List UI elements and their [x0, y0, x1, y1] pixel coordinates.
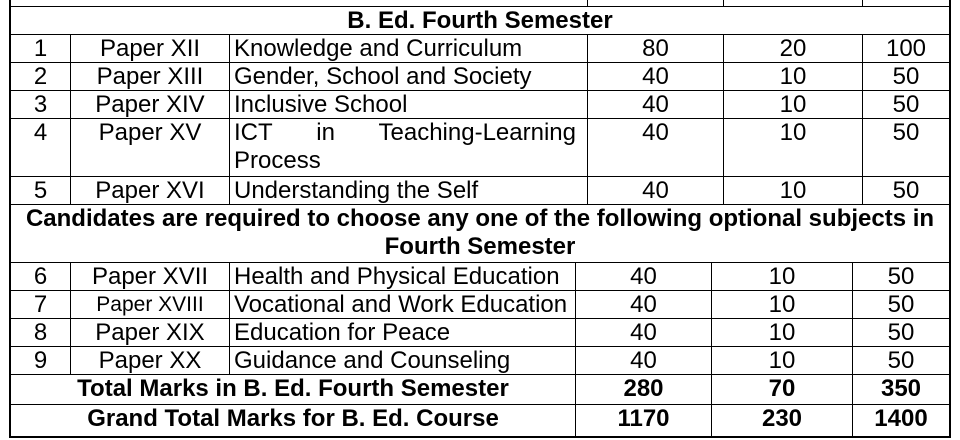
- subject-name: Education for Peace: [234, 319, 451, 346]
- subject-name: Guidance and Counseling: [234, 347, 511, 374]
- col-divider: [862, 0, 863, 6]
- external-marks: 40: [642, 91, 669, 118]
- subject-name: Gender, School and Society: [234, 63, 532, 90]
- serial-number: 5: [33, 177, 48, 204]
- table-title: B. Ed. Fourth Semester: [347, 7, 613, 34]
- col-divider: [229, 262, 230, 374]
- external-marks: 40: [642, 177, 669, 204]
- col-divider: [229, 34, 230, 204]
- subject-name: Knowledge and Curriculum: [234, 35, 523, 62]
- paper-code: Paper XVII: [91, 263, 209, 290]
- serial-number: 1: [33, 35, 48, 62]
- serial-number: 8: [33, 319, 48, 346]
- subject-name: Vocational and Work Education: [234, 291, 568, 318]
- total-marks: 50: [887, 319, 915, 346]
- subject-name: Health and Physical Education: [234, 263, 560, 290]
- external-marks: 40: [642, 63, 669, 90]
- external-marks: 80: [642, 35, 669, 62]
- subject-word: in: [316, 119, 335, 146]
- internal-marks: 10: [768, 347, 796, 374]
- semester-total-marks: 350: [880, 375, 922, 402]
- grand-total-external: 1170: [617, 405, 670, 432]
- subject-name: Inclusive School: [234, 91, 408, 118]
- table-border-bottom: [9, 436, 951, 438]
- subject-name-line1: [234, 119, 576, 147]
- internal-marks: 10: [779, 177, 807, 204]
- optional-note-line2: Fourth Semester: [384, 233, 576, 260]
- internal-marks: 10: [768, 291, 796, 318]
- serial-number: 4: [33, 119, 48, 146]
- subject-word: ICT: [234, 119, 273, 146]
- internal-marks: 10: [779, 119, 807, 146]
- grand-total-internal: 230: [761, 405, 803, 432]
- semester-total-external: 280: [623, 375, 664, 402]
- external-marks: 40: [642, 119, 669, 146]
- external-marks: 40: [630, 263, 657, 290]
- col-divider: [587, 0, 588, 6]
- total-marks: 50: [887, 291, 915, 318]
- paper-code: Paper XIII: [96, 63, 204, 90]
- paper-code: Paper XII: [99, 35, 201, 62]
- semester-total-label: Total Marks in B. Ed. Fourth Semester: [77, 375, 509, 402]
- subject-name: Understanding the Self: [234, 177, 479, 204]
- external-marks: 40: [630, 291, 657, 318]
- total-marks: 50: [892, 119, 920, 146]
- serial-number: 7: [33, 291, 48, 318]
- paper-code: Paper XX: [98, 347, 202, 374]
- external-marks: 40: [630, 347, 657, 374]
- paper-code: Paper XVIII: [96, 293, 204, 316]
- serial-number: 6: [33, 263, 48, 290]
- subject-name-line2: Process: [234, 147, 321, 174]
- total-marks: 50: [892, 177, 920, 204]
- total-marks: 50: [892, 63, 920, 90]
- grand-total-marks: 1400: [874, 405, 928, 432]
- total-marks: 50: [887, 263, 915, 290]
- total-marks: 50: [892, 91, 920, 118]
- col-divider: [723, 0, 724, 6]
- serial-number: 9: [33, 347, 48, 374]
- paper-code: Paper XVI: [95, 177, 205, 204]
- total-marks: 50: [887, 347, 915, 374]
- internal-marks: 10: [768, 263, 796, 290]
- internal-marks: 10: [779, 63, 807, 90]
- semester-total-internal: 70: [768, 375, 796, 402]
- external-marks: 40: [630, 319, 657, 346]
- total-marks: 100: [885, 35, 927, 62]
- table-border-right: [949, 0, 951, 438]
- serial-number: 3: [33, 91, 48, 118]
- internal-marks: 20: [779, 35, 807, 62]
- paper-code: Paper XIX: [95, 319, 205, 346]
- optional-note-line1: Candidates are required to choose any one of the following optional subjects in: [25, 205, 935, 232]
- paper-code: Paper XIV: [95, 91, 205, 118]
- grand-total-label: Grand Total Marks for B. Ed. Course: [87, 405, 499, 432]
- internal-marks: 10: [768, 319, 796, 346]
- paper-code: Paper XV: [98, 119, 202, 146]
- internal-marks: 10: [779, 91, 807, 118]
- serial-number: 2: [33, 63, 48, 90]
- subject-word: Teaching-Learning: [378, 119, 576, 146]
